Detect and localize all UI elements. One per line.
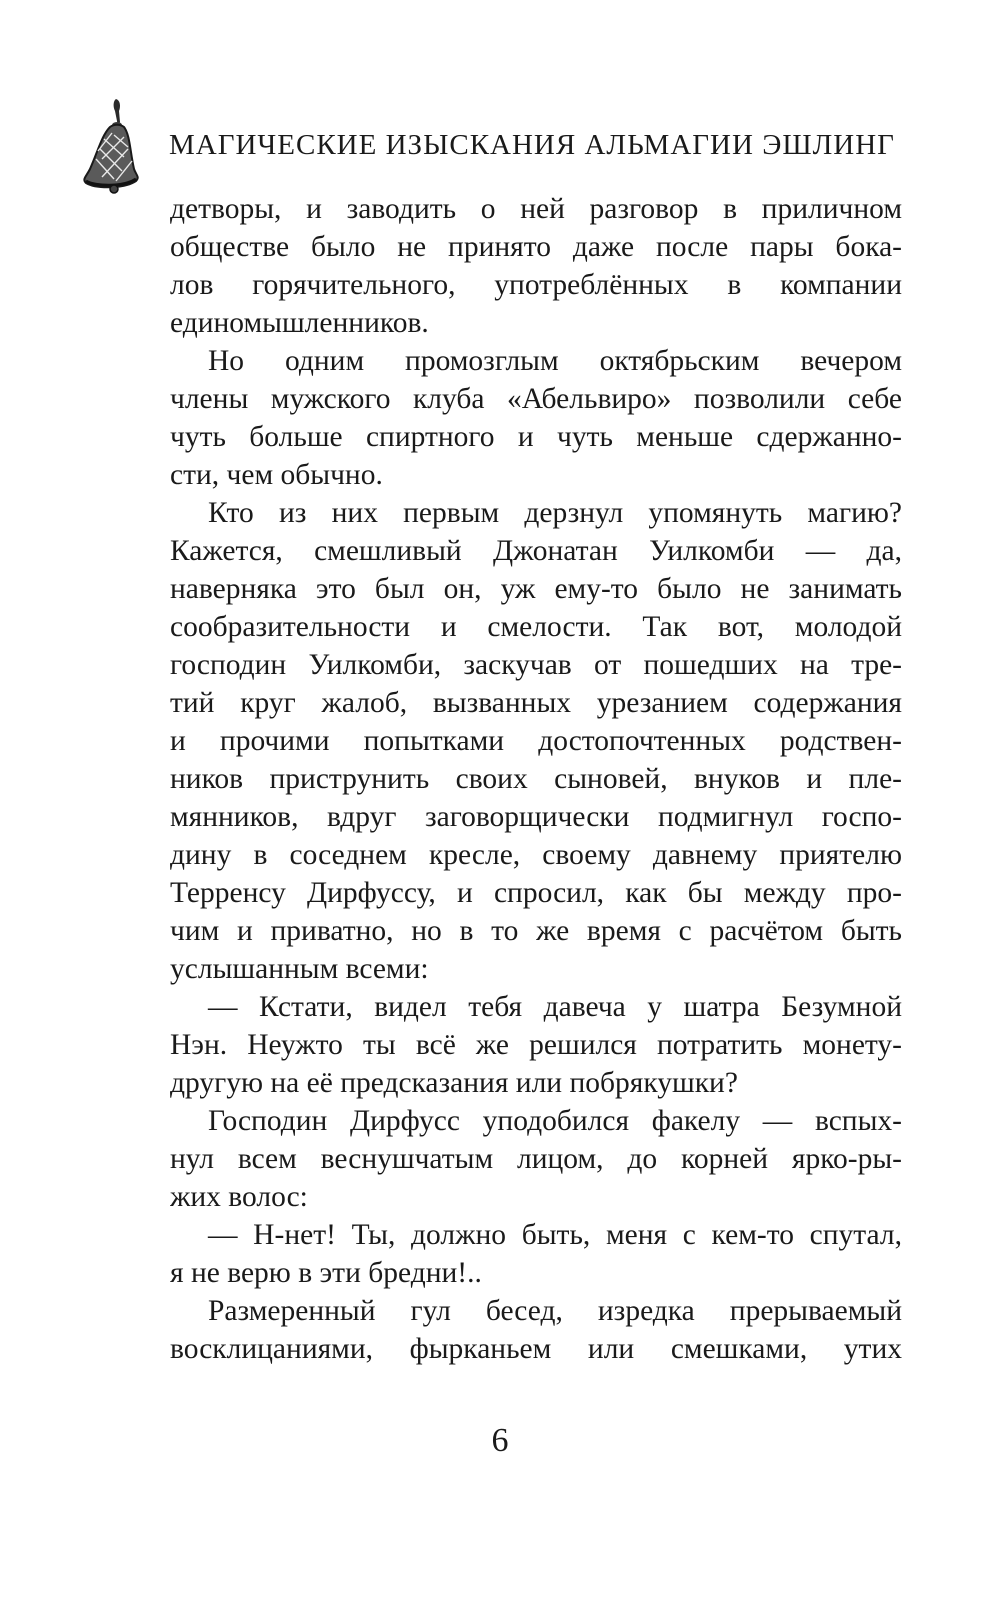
running-title: МАГИЧЕСКИЕ ИЗЫСКАНИЯ АЛЬМАГИИ ЭШЛИНГ (169, 129, 895, 161)
text-line: Нэн. Неужто ты всё же решился потратить монету- (170, 1029, 902, 1061)
text-line: сообразительности и смелости. Так вот, молодой (170, 611, 902, 643)
text-line: Кто из них первым дерзнул упомянуть магию? (208, 497, 902, 529)
text-line: господин Уилкомби, заскучав от пошедших на тре- (170, 649, 902, 681)
text-line: ников приструнить своих сыновей, внуков и пле- (170, 763, 902, 795)
text-line: Господин Дирфусс уподобился факелу — вспых- (208, 1105, 902, 1137)
text-line: наверняка это был он, уж ему-то было не занимать (170, 573, 902, 605)
text-line: единомышленников. (170, 307, 429, 339)
bell-icon (80, 95, 144, 195)
text-line: члены мужского клуба «Абельвиро» позволили себе (170, 383, 902, 415)
text-line: лов горячительного, употреблённых в компании (170, 269, 902, 301)
running-head (80, 95, 920, 195)
text-line: чим и приватно, но в то же время с расчётом быть (170, 915, 902, 947)
text-line: дину в соседнем кресле, своему давнему приятелю (170, 839, 902, 871)
text-line: жих волос: (170, 1181, 308, 1213)
text-line: обществе было не принято даже после пары бока- (170, 231, 902, 263)
text-line: чуть больше спиртного и чуть меньше сдержанно- (170, 421, 902, 453)
text-line: — Кстати, видел тебя давеча у шатра Безумной (208, 991, 902, 1023)
text-line: Размеренный гул бесед, изредка прерываемый (208, 1295, 902, 1327)
text-line: — Н-нет! Ты, должно быть, меня с кем-то спутал, (208, 1219, 902, 1251)
text-line: тий круг жалоб, вызванных урезанием содержания (170, 687, 902, 719)
text-line: нул всем веснушчатым лицом, до корней ярко-ры- (170, 1143, 902, 1175)
text-line: и прочими попытками достопочтенных родствен- (170, 725, 902, 757)
text-line: Кажется, смешливый Джонатан Уилкомби — да, (170, 535, 902, 567)
text-line: сти, чем обычно. (170, 459, 383, 491)
page-number: 6 (491, 1422, 509, 1459)
text-line: мянников, вдруг заговорщически подмигнул госпо- (170, 801, 902, 833)
text-line: детворы, и заводить о ней разговор в приличном (170, 193, 902, 225)
text-line: другую на её предсказания или побрякушки? (170, 1067, 738, 1099)
text-line: Но одним промозглым октябрьским вечером (208, 345, 902, 377)
body-text (170, 190, 902, 1368)
text-line: восклицаниями, фырканьем или смешками, утих (170, 1333, 902, 1365)
text-line: услышанным всеми: (170, 953, 429, 985)
text-line: Терренсу Дирфуссу, и спросил, как бы между про- (170, 877, 902, 909)
text-line: я не верю в эти бредни!.. (170, 1257, 482, 1289)
